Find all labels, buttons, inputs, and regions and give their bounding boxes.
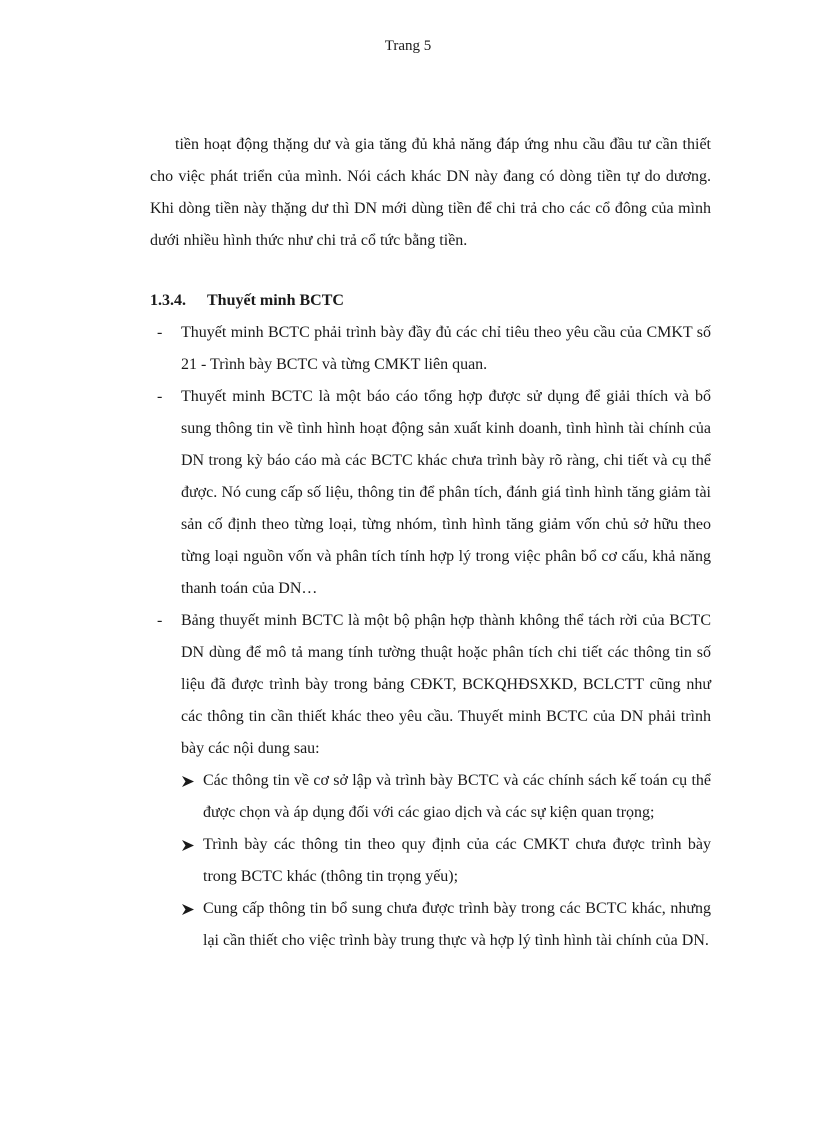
sub-list-item	[181, 893, 711, 957]
page-number-label: Trang 5	[384, 38, 432, 54]
list-item	[150, 317, 711, 381]
sub-list-item-text: Các thông tin về cơ sở lập và trình bày BCTC và các chính sách kế toán cụ thể được chọn và áp dụng đối với các giao dịch và các sự kiện quan trọng;	[203, 772, 711, 821]
dash-bullet: -	[157, 612, 163, 629]
list-item	[150, 381, 711, 605]
dash-bullet: -	[157, 324, 163, 341]
dash-list	[150, 317, 711, 957]
sub-list-item-text: Trình bày các thông tin theo quy định của các CMKT chưa được trình bày trong BCTC khác (thông tin trọng yếu);	[203, 836, 711, 885]
sub-list	[181, 765, 711, 957]
list-item	[150, 605, 711, 957]
page-header	[0, 36, 816, 56]
arrowhead-bullet-icon	[182, 904, 194, 915]
section-heading	[150, 285, 711, 317]
list-item-text: Thuyết minh BCTC là một báo cáo tổng hợp được sử dụng để giải thích và bổ sung thông tin về tình hình hoạt động sản xuất kinh doanh, tình hình tài chính của DN trong kỳ báo cáo mà các BCTC khác chưa trình bày rõ ràng, chi tiết và cụ thể được. Nó cung cấp số liệu, thông tin để phân tích, đánh giá tình hình tăng giảm tài sản cố định theo từng loại, từng nhóm, tình hình tăng giảm vốn chủ sở hữu theo từng loại nguồn vốn và phân tích tính hợp lý trong việc phân bổ cơ cấu, khả năng thanh toán của DN…	[181, 388, 711, 597]
section-number: 1.3.4.	[150, 292, 186, 309]
dash-bullet: -	[157, 388, 163, 405]
sub-list-item	[181, 765, 711, 829]
document-body	[150, 129, 711, 957]
section-title: Thuyết minh BCTC	[207, 292, 344, 309]
sub-list-item-text: Cung cấp thông tin bổ sung chưa được trình bày trong các BCTC khác, nhưng lại cần thiết cho việc trình bày trung thực và hợp lý tình hình tài chính của DN.	[203, 900, 711, 949]
arrowhead-bullet-icon	[182, 776, 194, 787]
sub-list-item	[181, 829, 711, 893]
list-item-text: Bảng thuyết minh BCTC là một bộ phận hợp thành không thể tách rời của BCTC DN dùng để mô tả mang tính tường thuật hoặc phân tích chi tiết các thông tin số liệu đã được trình bày trong bảng CĐKT, BCKQHĐSXKD, BCLCTT cũng như các thông tin cần thiết khác theo yêu cầu. Thuyết minh BCTC của DN phải trình bày các nội dung sau:	[181, 612, 711, 757]
arrowhead-bullet-icon	[182, 840, 194, 851]
list-item-text: Thuyết minh BCTC phải trình bày đầy đủ các chỉ tiêu theo yêu cầu của CMKT số 21 - Trình bày BCTC và từng CMKT liên quan.	[181, 324, 711, 373]
intro-paragraph: tiền hoạt động thặng dư và gia tăng đủ khả năng đáp ứng nhu cầu đầu tư cần thiết cho việc phát triển của mình. Nói cách khác DN này đang có dòng tiền tự do dương. Khi dòng tiền này thặng dư thì DN mới dùng tiền để chi trả cho các cổ đông của mình dưới nhiều hình thức như chi trả cổ tức bằng tiền.	[150, 136, 711, 249]
